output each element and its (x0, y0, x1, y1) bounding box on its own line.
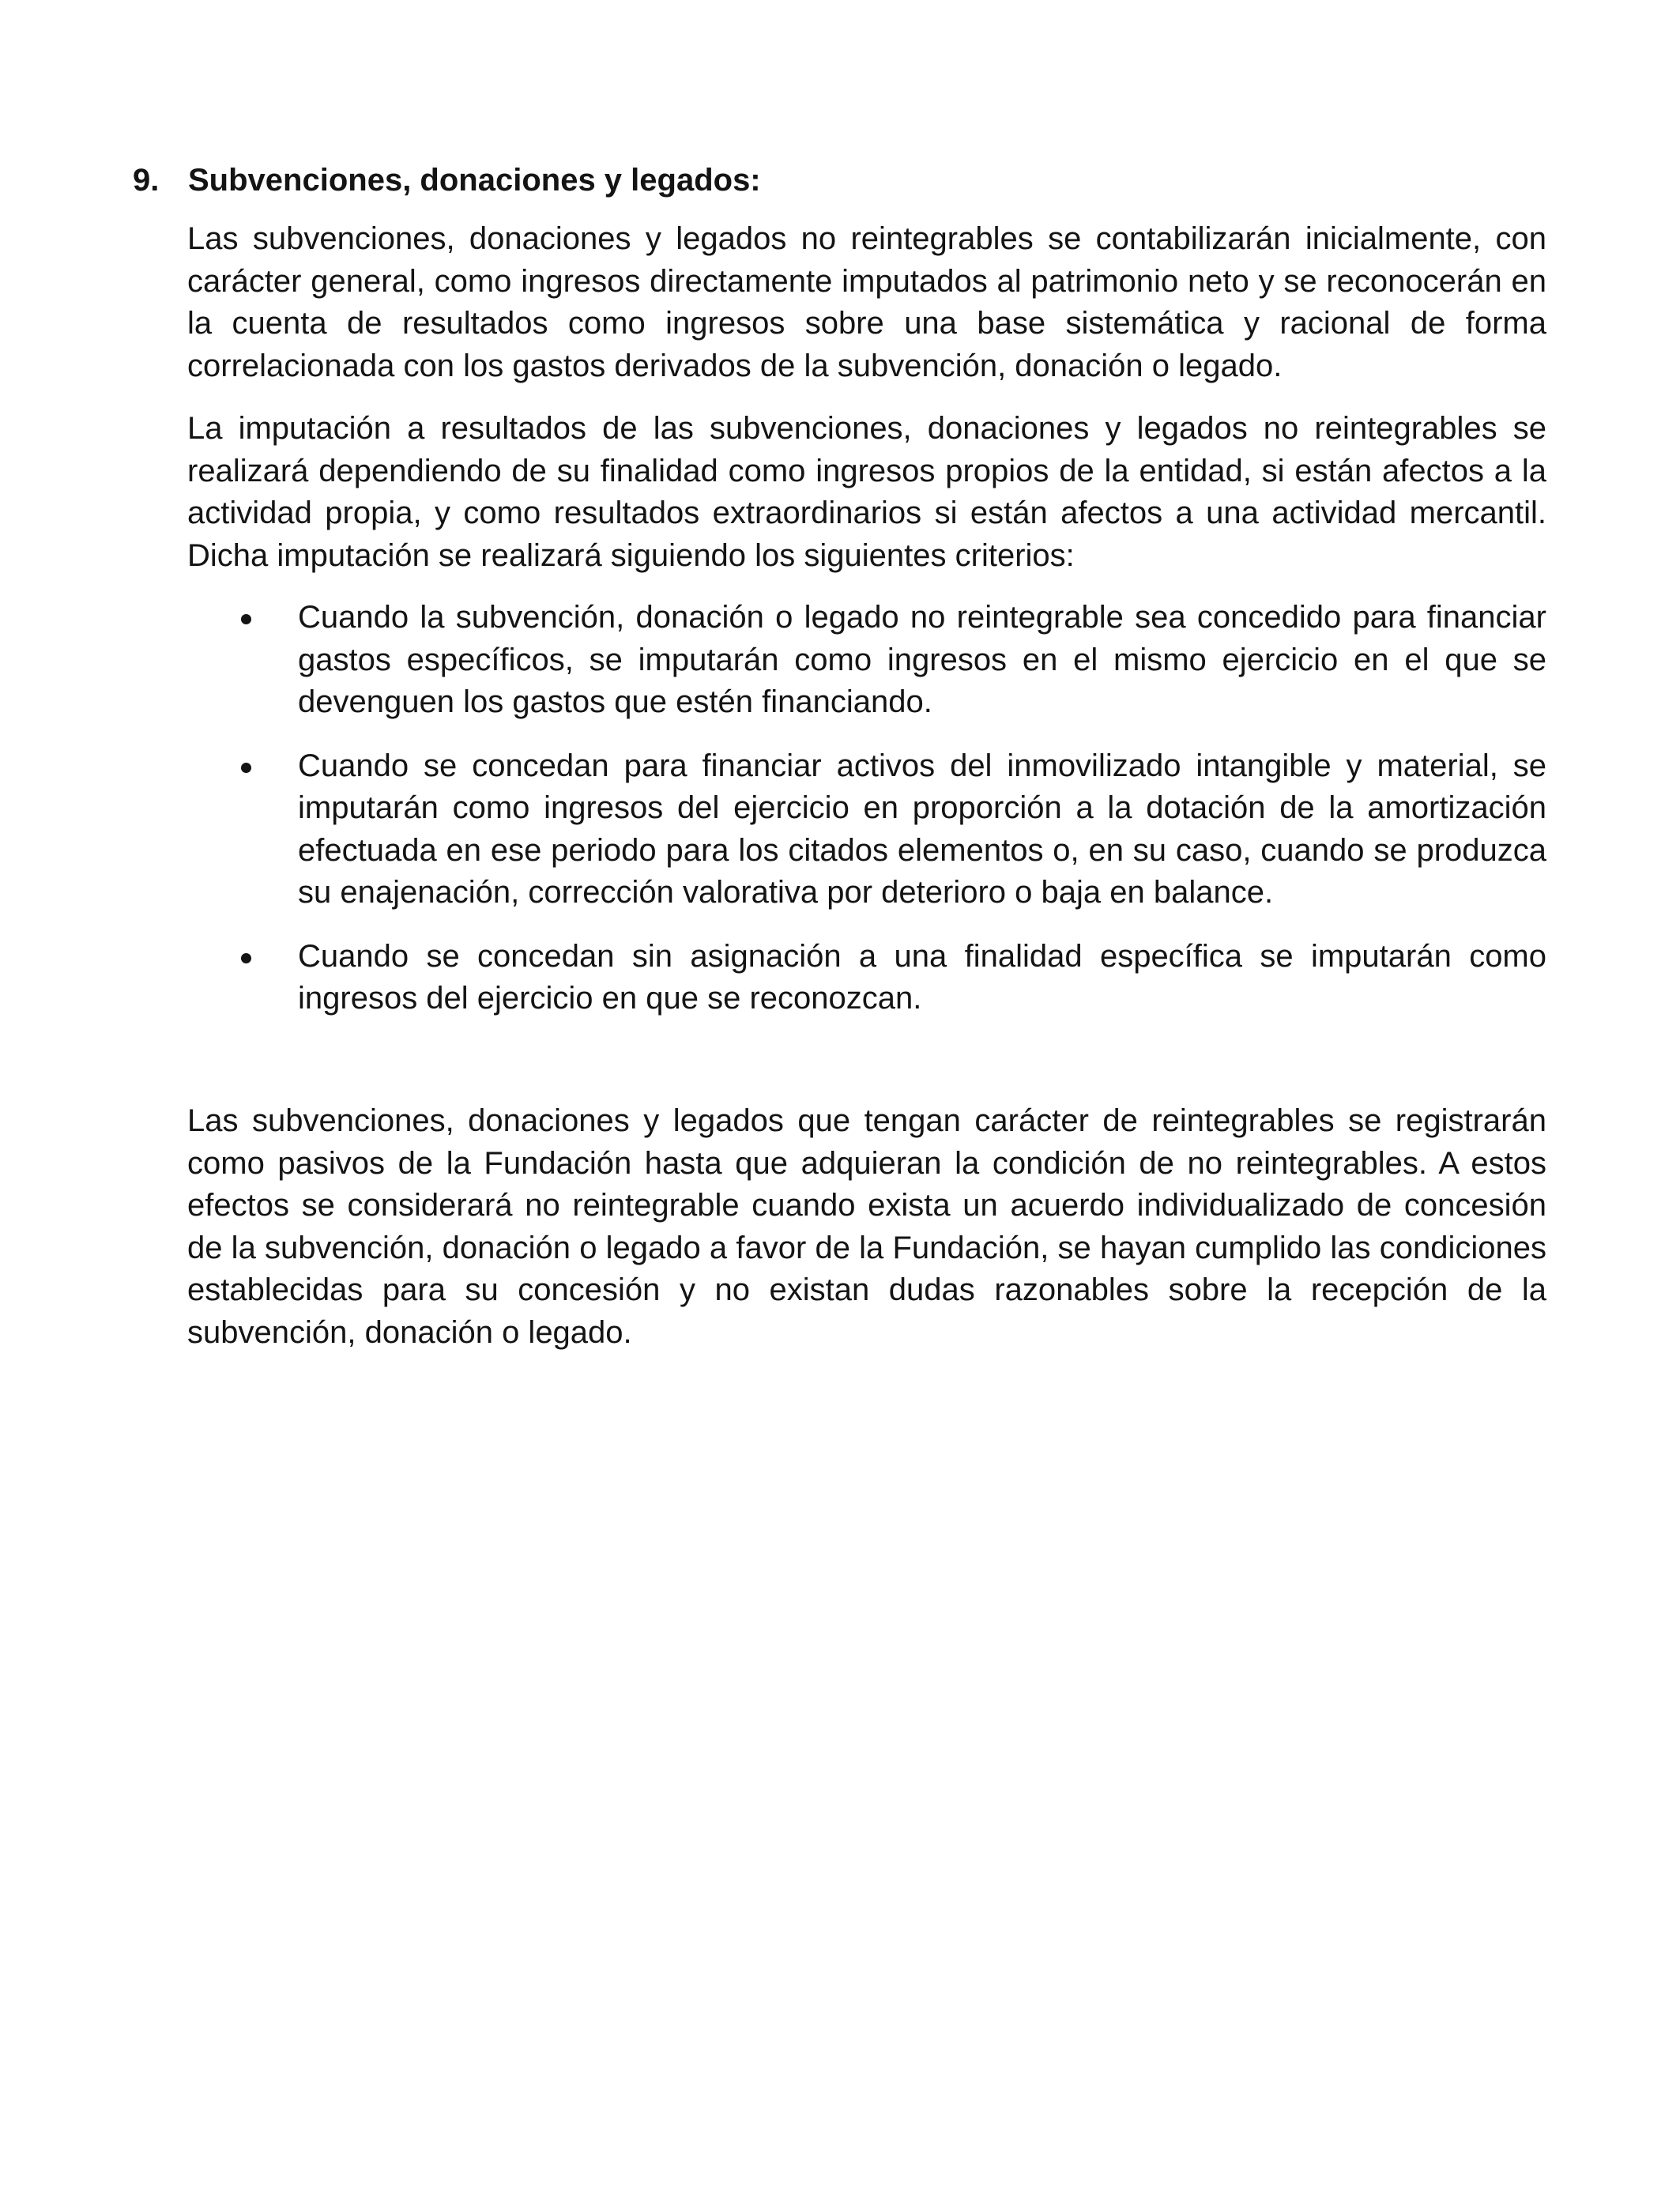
paragraph-imputation (187, 408, 1546, 577)
paragraph-text: Las subvenciones, donaciones y legados que tengan carácter de reintegrables se registrarán como pasivos de la Fundación hasta que adquieran la condición de no reintegrables. A estos efectos se considerará no reintegrable cuando exista un acuerdo individualizado de concesión de la subvención, donación o legado a favor de la Fundación, se hayan cumplido las condiciones establecidas para su concesión y no existan dudas razonables sobre la recepción de la subvención, donación o legado. (187, 1103, 1546, 1350)
list-item (187, 936, 1546, 1020)
bullet-icon (241, 763, 251, 773)
list-item-text: Cuando se concedan para financiar activos del inmovilizado intangible y material, se imputarán como ingresos del ejercicio en proporción a la dotación de la amortización efectuada en ese periodo para los citados elementos o, en su caso, cuando se produzca su enajenación, corrección valorativa por deterioro o baja en balance. (298, 748, 1546, 910)
list-item (187, 745, 1546, 914)
bullet-icon (241, 953, 251, 963)
list-item-text: Cuando se concedan sin asignación a una finalidad específica se imputarán como ingresos del ejercicio en que se reconozcan. (298, 938, 1546, 1016)
criteria-list (187, 597, 1546, 1042)
section-heading (133, 158, 1555, 202)
paragraph-text: Las subvenciones, donaciones y legados no reintegrables se contabilizarán inicialmente, con carácter general, como ingresos directamente imputados al patrimonio neto y se reconocerán en la cuenta de resultados como ingresos sobre una base sistemática y racional de forma correlacionada con los gastos derivados de la subvención, donación o legado. (187, 221, 1546, 383)
paragraph-reintegrables (187, 1100, 1546, 1354)
bullet-icon (241, 614, 251, 624)
list-item-text: Cuando la subvención, donación o legado no reintegrable sea concedido para financiar gastos específicos, se imputarán como ingresos en el mismo ejercicio en el que se devenguen los gastos que estén financiando. (298, 600, 1546, 719)
section-number: 9. (133, 163, 160, 198)
section-title: Subvenciones, donaciones y legados: (188, 163, 761, 198)
paragraph-intro (187, 218, 1546, 387)
list-item (187, 597, 1546, 724)
paragraph-text: La imputación a resultados de las subvenciones, donaciones y legados no reintegrables se realizará dependiendo de su finalidad como ingresos propios de la entidad, si están afectos a la actividad propia, y como resultados extraordinarios si están afectos a una actividad mercantil. Dicha imputación se realizará siguiendo los siguientes criterios: (187, 411, 1546, 573)
